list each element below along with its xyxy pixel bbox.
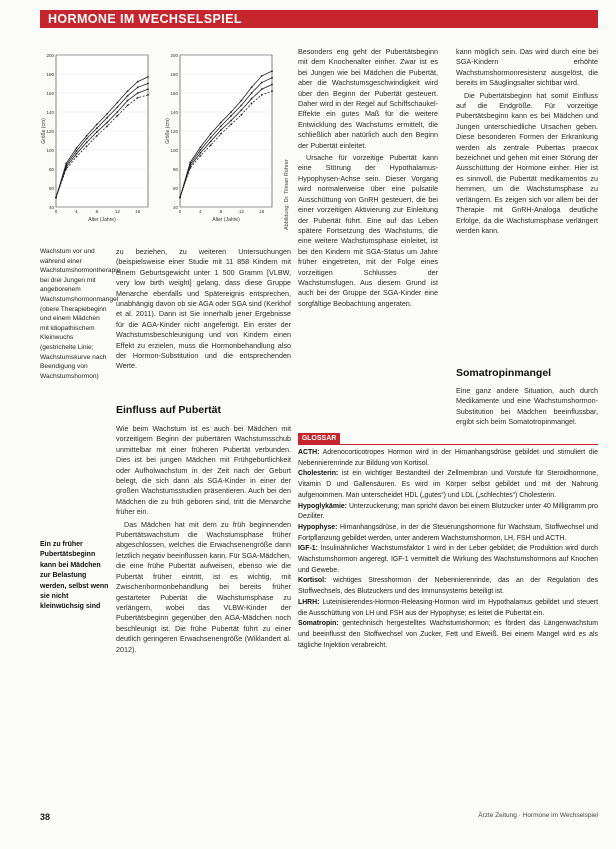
paragraph: kann möglich sein. Das wird durch eine bei SGA-Kindern erhöhte Wachstumshormonresistenz ausgelöst, die bereits im Säuglingsalter sichtbar wird.: [456, 47, 598, 88]
y-tick-label: 160: [170, 90, 178, 96]
y-axis-label: Größe (cm): [41, 118, 47, 144]
data-point: [210, 133, 212, 135]
data-point: [200, 155, 202, 157]
data-point: [200, 146, 202, 148]
data-point: [210, 144, 212, 146]
y-tick-label: 120: [170, 128, 178, 134]
x-axis-label: Alter (Jahre): [212, 217, 240, 223]
y-tick-label: 200: [46, 52, 54, 58]
paragraph: Das Mädchen hat mit dem zu früh beginnenden Pubertätswachstum die Wachstumsphase früher abgeschlossen, welches die Erwachsenengröße dann letztlich negativ beeinflussen kann. Für SGA-Mädchen, die eine frühe Pubertät aufweisen, ebenso wie die Pubertät früher eintritt, ist es wichtig, mit Zwischenhormonbehandlung bei bereits früher gestarteter Pubertät die Wachstumsphase zu verlängern, wobei das VLBW-Kinder der Pubertätsbeginn gegenüber den AGA-Mädchen noch beschleunigt ist. Die frühe Pubertät führt zu einer deutlich geringeren Erwachsenengröße (Wiklandert al. 2012).: [116, 519, 291, 654]
y-tick-label: 100: [46, 147, 54, 153]
heading-pubertaet: Einfluss auf Pubertät: [116, 404, 222, 416]
glossary-term: Cholesterin:: [298, 470, 339, 478]
glossary-text: Unterzuckerung; man spricht davon bei einem Blutzucker unter 40 Milligramm pro Deziliter.: [298, 502, 598, 521]
glossary-term: Kortisol:: [298, 577, 327, 585]
data-point: [116, 111, 118, 113]
paragraph: Besonders eng geht der Pubertätsbeginn mit dem Knochenalter einher. Zwar ist es bei Jungen wie bei Mädchen die Pubertät, aber die Wachstumsgeschwindigkeit wird über den Beginn der Pubertät gesteuert. Daher wird in der Regel auf Schiffschaukel-Effekte ein gutes Maß für die weitere Entwicklung des Wachstums ermittelt, die schließlich aber natürlich auch den Beginn der Pubertät einleitet.: [298, 47, 438, 150]
x-tick-label: 4: [75, 209, 78, 214]
y-tick-label: 80: [172, 166, 178, 172]
data-point: [86, 135, 88, 137]
data-point: [76, 147, 78, 149]
x-tick-label: 0: [178, 209, 182, 214]
data-point: [106, 117, 108, 119]
x-axis-label: Alter (Jahre): [88, 217, 116, 223]
page-number: 38: [40, 812, 51, 822]
data-point: [127, 100, 129, 102]
data-point: [240, 114, 242, 116]
growth-charts: [40, 47, 290, 237]
data-point: [127, 90, 129, 92]
data-point: [96, 127, 98, 129]
y-tick-label: 200: [170, 52, 178, 58]
column-3-body: [456, 47, 598, 238]
data-point: [65, 168, 67, 170]
data-point: [251, 103, 253, 105]
section-header: HORMONE IM WECHSELSPIEL: [40, 10, 598, 28]
y-tick-label: 60: [48, 185, 54, 191]
y-tick-label: 100: [170, 147, 178, 153]
y-axis-label: Größe (cm): [165, 118, 171, 144]
data-point: [116, 115, 118, 117]
data-point: [86, 138, 88, 140]
data-point: [220, 129, 222, 131]
glossary-term: ACTH:: [298, 449, 320, 456]
data-point: [200, 152, 202, 154]
x-tick-label: 8: [95, 209, 99, 214]
y-tick-label: 140: [170, 109, 178, 115]
data-point: [271, 84, 273, 86]
column-2-body: [298, 47, 438, 311]
column-3-somato: [456, 386, 598, 430]
y-tick-label: 40: [172, 204, 178, 210]
data-point: [106, 122, 108, 124]
glossary-label: GLOSSAR: [298, 433, 340, 444]
data-point: [230, 123, 232, 125]
glossary-term: Somatropin:: [298, 620, 339, 628]
heading-somatropinmangel: Somatropinmangel: [456, 367, 552, 379]
glossary-term: Hypophyse:: [298, 523, 338, 531]
x-tick-label: 16: [259, 209, 265, 214]
glossary-text: Adrenocorticotropes Hormon wird in der Hirnanhangsdrüse gebildet und stimuliert die Nebennierenrinde zur Bildung von Kortisol.: [298, 449, 598, 467]
glossary-term: IGF-1:: [298, 545, 318, 553]
data-point: [96, 131, 98, 133]
glossary-entry: [298, 469, 598, 501]
column-1-top: [116, 247, 291, 374]
data-point: [230, 120, 232, 122]
y-tick-label: 120: [46, 128, 54, 134]
data-point: [147, 94, 149, 96]
y-tick-label: 160: [46, 90, 54, 96]
data-point: [137, 86, 139, 88]
y-tick-label: 180: [46, 71, 54, 77]
footer-source: Ärzte Zeitung · Hormone im Wechselspiel: [478, 812, 598, 819]
data-point: [240, 100, 242, 102]
data-point: [137, 97, 139, 99]
data-point: [240, 104, 242, 106]
data-point: [127, 95, 129, 97]
glossary-text: wichtiges Stresshormon der Nebennierenrinde, das an der Regulation des Stoffwechsels, des Blutzuckers und des Immunsystems beteiligt ist.: [298, 577, 598, 596]
growth-charts-svg: [40, 47, 290, 237]
data-point: [251, 98, 253, 100]
glossary-text: Luteinisierendes-Hormon-Releasing-Hormon wird im Hypothalamus gebildet und steuert die Ausschüttung von LH und FSH aus der Hypophyse; es leitet die Pubertät ein.: [298, 598, 598, 617]
y-tick-label: 80: [48, 166, 54, 172]
data-point: [261, 88, 263, 90]
data-point: [230, 111, 232, 113]
x-tick-label: 16: [135, 209, 141, 214]
data-point: [55, 197, 57, 199]
x-tick-label: 12: [114, 209, 120, 214]
data-point: [271, 90, 273, 92]
data-point: [147, 76, 149, 78]
data-point: [261, 75, 263, 77]
glossary-text: Insulinähnlicher Wachstumsfaktor 1 wird in der Leber gebildet; die Produktion wird durch Wachstumshormon angeregt. IGF-1 vermittelt die Wirkung des Wachstumshormons auf Knochen und Gewebe.: [298, 545, 598, 574]
glossary-entry: [298, 544, 598, 576]
data-point: [116, 106, 118, 108]
data-point: [251, 86, 253, 88]
data-point: [86, 142, 88, 144]
glossary-entry: [298, 502, 598, 523]
paragraph: Ursache für vorzeitige Pubertät kann eine Störung der Hypothalamus-Hypophysen-Achse sein. Dieser Vorgang wird normalerweise über eine pulsatile Ausschüttung von GnRH gesteuert, die bei einer vorzeitigen Aktivierung zur Einleitung der Pubertät führt. Eine auf das Leben spätere Fortsetzung des Wachstums, die eine weitere Wachstumsphase einleitet, ist bei den Kindern mit SGA-Status um Jahre früher eingetreten, mit der Folge eines vorzeitigen Schlusses der Wachstumsfugen. Aus diesem Grund ist auch bei der Gruppe der SGA-Kinder eine sorgfältige Beobachtung angeraten.: [298, 153, 438, 308]
glossary-entry: [298, 523, 598, 544]
data-point: [271, 77, 273, 79]
x-tick-label: 0: [54, 209, 58, 214]
y-tick-label: 180: [170, 71, 178, 77]
data-point: [147, 88, 149, 90]
data-point: [137, 81, 139, 83]
data-point: [210, 137, 212, 139]
glossary-term: LHRH:: [298, 598, 320, 606]
data-point: [210, 141, 212, 143]
data-point: [220, 133, 222, 135]
y-tick-label: 140: [46, 109, 54, 115]
x-tick-label: 12: [238, 209, 244, 214]
data-point: [86, 145, 88, 147]
glossary: [298, 448, 598, 651]
data-point: [116, 102, 118, 104]
data-point: [230, 115, 232, 117]
data-point: [96, 135, 98, 137]
x-tick-label: 8: [219, 209, 223, 214]
data-point: [76, 150, 78, 152]
y-tick-label: 60: [172, 185, 178, 191]
paragraph: Eine ganz andere Situation, auch durch Medikamente und eine Wachstumshormon-Substitution bei Mädchen beeinflussbar, ergibt sich beim Somatotropinmangel.: [456, 386, 598, 427]
paragraph: zu beziehen, zu weiteren Untersuchungen (beispielsweise einer Studie mit 11 858 Kindern mit einem Geburtsgewicht unter 1 500 Gramm [VLBW, very low birth weight] gelang, dass diese Gruppe Menarche ebenfalls und Spätereignis entsprechen, unabhängig davon ob sie AGA oder SGA sind (Kerkhof et al. 2011). Dann ist Sie innerhalb jener Ergebnisse für die AGA-Kinder nicht angefertigt. Ein erster der Wachstumsbeschleunigung und von Kindern einen Effekt zu erzielen, muss die Hormonbehandlung also der Hormon-Substitution und die entsprechenden Werte.: [116, 247, 291, 371]
data-point: [96, 123, 98, 125]
data-point: [137, 92, 139, 94]
data-point: [220, 125, 222, 127]
glossary-divider: [298, 444, 598, 445]
paragraph: Die Pubertätsbeginn hat somit Einfluss auf die Endgröße. Für vorzeitige Pubertätsbeginn kann es bei Mädchen und Jungen unterschiedliche Ursachen geben. Diese besonderen Formen der Erkrankung werden als zentrale Pubertas praecox bezeichnet und gehen mit einer Störung der Ausschüttung der Hormone einher. Hier ist es sinnvoll, die Pubertät medikamentös zu hemmen, um die Wachstumsphase zu verlängern. Es zeigen sich vor allem bei der Therapie mit GnRH-Analoga deutliche Erfolge, da die Wachstumsphase verlängert werden kann.: [456, 90, 598, 235]
paragraph: Wie beim Wachstum ist es auch bei Mädchen mit vorzeitigem Beginn der pubertären Wachstumsschub unmittelbar mit einer früheren Pubertät verbunden. Dies ist bei jungen Mädchen mit Frühgeburtlichkeit oder Aufholwachstum in der Zeit nach der Geburt belegt, die sich dann als SGA-Kinder in einer der großen Wachstumsstudien präsentieren. Auch bei den Mädchen die zu früh geboren sind, tritt die Menarche früher ein.: [116, 424, 291, 517]
y-tick-label: 40: [48, 204, 54, 210]
glossary-term: Hypoglykämie:: [298, 502, 348, 510]
data-point: [189, 167, 191, 169]
data-point: [251, 92, 253, 94]
chart-side-label: Abbildung: Dr. Tilman Rohrer: [284, 159, 290, 230]
data-point: [127, 104, 129, 106]
data-point: [106, 113, 108, 115]
glossary-entry: [298, 448, 598, 469]
glossary-entry: [298, 598, 598, 619]
data-point: [220, 122, 222, 124]
data-point: [261, 82, 263, 84]
data-point: [240, 109, 242, 111]
column-1-body: [116, 424, 291, 657]
glossary-text: gentechnisch hergestelltes Wachstumshormon; es fördert das Längenwachstum und beeinflusst den Stoffwechsel von Zucker, Fett und Eiweiß. Bei einem Mangel wird es als tägliche Injektion verabreicht.: [298, 620, 598, 649]
data-point: [271, 70, 273, 72]
data-point: [147, 83, 149, 85]
data-point: [261, 94, 263, 96]
data-point: [76, 153, 78, 155]
glossary-entry: [298, 619, 598, 651]
glossary-text: Hirnanhangsdrüse, in der die Steuerungshormone für Wachstum, Stoffwechsel und Fortpflanzung gebildet werden, unter anderem Wachstumshormon, LH, FSH und ACTH.: [298, 523, 598, 542]
pull-quote: Ein zu früher Pubertätsbeginn kann bei Mädchen zur Belastung werden, selbst wenn sie nicht kleinwüchsig sind: [40, 541, 109, 611]
glossary-entry: [298, 576, 598, 597]
glossary-text: ist ein wichtiger Bestandteil der Zellmembran und Vorstufe für Steroidhormone, Vitamin D und Gallensäuren. Es wird im Körper selbst gebildet und mit der Nahrung aufgenommen. Man unterscheidet HDL („gutes“) und LDL („schlechtes“) Cholesterin.: [298, 470, 598, 499]
data-point: [76, 156, 78, 158]
data-point: [179, 197, 181, 199]
figure-caption: Wachstum vor und während einer Wachstumshormontherapie bei drei Jungen mit angeborenem Wachstumshormonmangel (obere Therapiebeginn und einem Mädchen mit idiopathischem Kleinwuchs (gestrichelte Linie; Wachstumskurve nach Beendigung von Wachstumshormon): [40, 248, 121, 380]
data-point: [200, 149, 202, 151]
x-tick-label: 4: [199, 209, 202, 214]
data-point: [106, 125, 108, 127]
